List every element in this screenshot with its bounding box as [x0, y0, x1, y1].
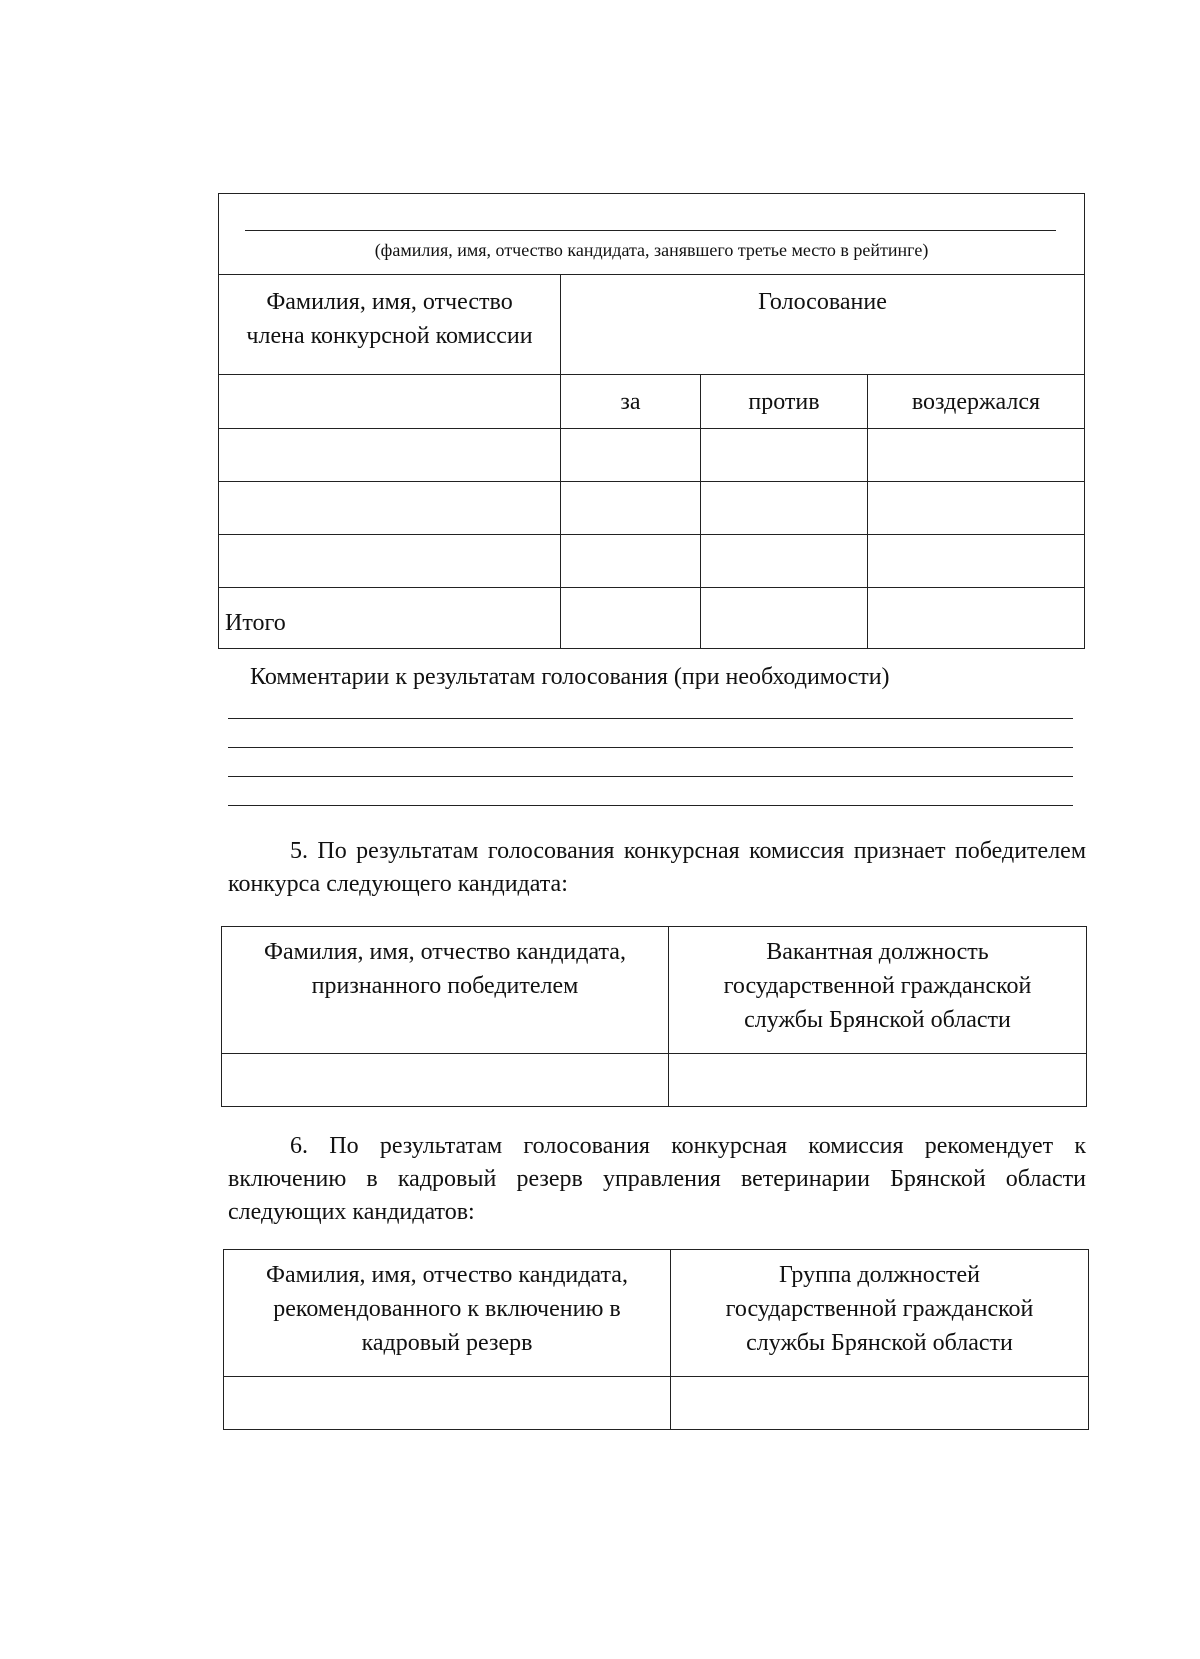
reserve-candidate-header: Фамилия, имя, отчество кандидата, рекомендованного к включению в кадровый резерв — [224, 1250, 671, 1377]
vote-abstained-field[interactable] — [868, 429, 1085, 482]
position-group-field[interactable] — [671, 1377, 1089, 1430]
candidate-caption: (фамилия, имя, отчество кандидата, занявшего третье место в рейтинге) — [374, 240, 929, 260]
comment-line[interactable] — [228, 747, 1073, 748]
comment-line[interactable] — [228, 718, 1073, 719]
table-row — [219, 482, 1085, 535]
table-row — [224, 1377, 1089, 1430]
comment-line[interactable] — [228, 776, 1073, 777]
vote-for-field[interactable] — [561, 429, 701, 482]
table-row — [222, 1054, 1087, 1107]
table-row — [219, 535, 1085, 588]
total-against-field[interactable] — [701, 588, 868, 649]
section-5-number: 5. — [290, 838, 308, 864]
total-row — [219, 588, 1085, 649]
section-6-text: По результатам голосования конкурсная комиссия рекомендует к включению в кадровый резерв управления ветеринарии Брянской области следующих кандидатов: — [228, 1133, 1087, 1225]
table-row — [219, 429, 1085, 482]
vote-abstained-field[interactable] — [868, 482, 1085, 535]
position-group-header: Группа должностей государственной гражданской службы Брянской области — [671, 1250, 1089, 1377]
voting-table — [218, 193, 1085, 649]
comment-line[interactable] — [228, 805, 1073, 806]
total-abstained-field[interactable] — [868, 588, 1085, 649]
total-for-field[interactable] — [561, 588, 701, 649]
winner-name-header: Фамилия, имя, отчество кандидата, признанного победителем — [222, 927, 669, 1054]
vote-for-field[interactable] — [561, 482, 701, 535]
section-5-paragraph — [228, 835, 1086, 901]
col-against-header: против — [701, 375, 868, 429]
col-for-header: за — [561, 375, 701, 429]
vote-for-field[interactable] — [561, 535, 701, 588]
total-label: Итого — [219, 588, 561, 649]
reserve-table — [223, 1249, 1089, 1430]
winner-name-field[interactable] — [222, 1054, 669, 1107]
vacant-position-field[interactable] — [669, 1054, 1087, 1107]
member-name-field[interactable] — [219, 482, 561, 535]
vacant-position-header: Вакантная должность государственной гражданской службы Брянской области — [669, 927, 1087, 1054]
vote-against-field[interactable] — [701, 482, 868, 535]
member-name-field[interactable] — [219, 535, 561, 588]
section-5-text: По результатам голосования конкурсная комиссия признает победителем конкурса следующего кандидата: — [228, 838, 1087, 897]
comments-label: Комментарии к результатам голосования (при необходимости) — [250, 664, 890, 690]
member-name-subcell — [219, 375, 561, 429]
member-name-header: Фамилия, имя, отчество члена конкурсной комиссии — [219, 275, 561, 375]
vote-abstained-field[interactable] — [868, 535, 1085, 588]
vote-against-field[interactable] — [701, 429, 868, 482]
candidate-name-cell[interactable] — [219, 194, 1085, 275]
member-name-field[interactable] — [219, 429, 561, 482]
candidate-name-line — [245, 230, 1056, 231]
reserve-candidate-field[interactable] — [224, 1377, 671, 1430]
section-6-number: 6. — [290, 1133, 308, 1159]
col-abstained-header: воздержался — [868, 375, 1085, 429]
voting-header: Голосование — [561, 275, 1085, 375]
vote-against-field[interactable] — [701, 535, 868, 588]
winner-table — [221, 926, 1087, 1107]
section-6-paragraph — [228, 1130, 1086, 1229]
